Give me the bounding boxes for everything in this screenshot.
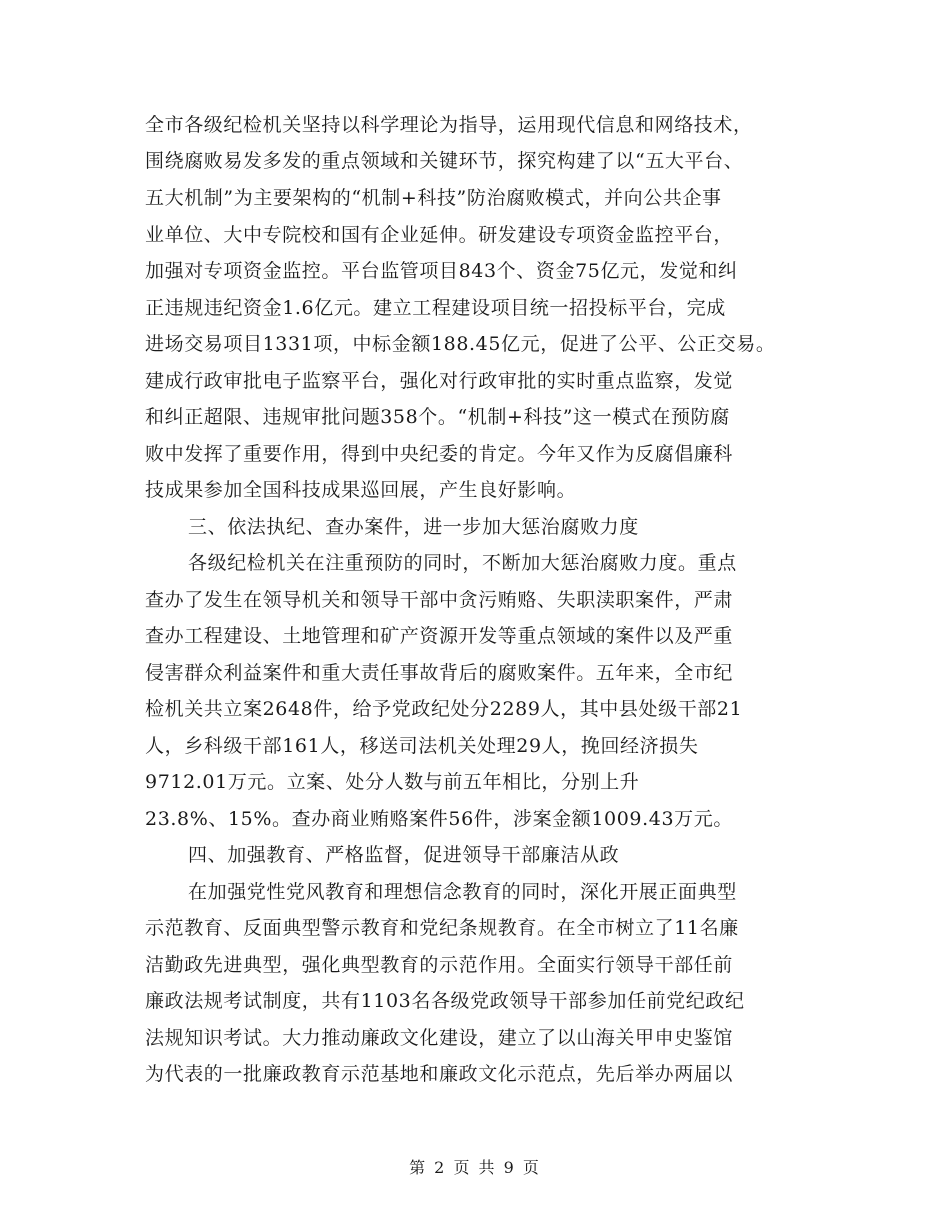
text-line: 加强对专项资金监控。平台监管项目843个、资金75亿元，发觉和纠 xyxy=(145,260,738,282)
text-line: 业单位、大中专院校和国有企业延伸。研发建设专项资金监控平台， xyxy=(145,224,734,246)
text-line: 各级纪检机关在注重预防的同时，不断加大惩治腐败力度。重点 xyxy=(188,552,737,574)
text-line: 围绕腐败易发多发的重点领域和关键环节，探究构建了以“五大平台、 xyxy=(145,150,744,172)
text-line: 廉政法规考试制度，共有1103名各级党政领导干部参加任前党纪政纪 xyxy=(145,990,745,1012)
text-line: 查办了发生在领导机关和领导干部中贪污贿赂、失职渎职案件，严肃 xyxy=(145,589,734,611)
text-line: 人，乡科级干部161人，移送司法机关处理29人，挽回经济损失 xyxy=(145,735,699,757)
section-heading: 四、加强教育、严格监督，促进领导干部廉洁从政 xyxy=(188,844,620,866)
text-line: 示范教育、反面典型警示教育和党纪条规教育。在全市树立了11名廉 xyxy=(145,917,739,939)
text-line: 全市各级纪检机关坚持以科学理论为指导，运用现代信息和网络技术， xyxy=(145,114,753,136)
text-line: 为代表的一批廉政教育示范基地和廉政文化示范点，先后举办两届以 xyxy=(145,1063,734,1085)
text-line: 洁勤政先进典型，强化典型教育的示范作用。全面实行领导干部任前 xyxy=(145,954,734,976)
page-footer: 第 2 页 共 9 页 xyxy=(409,1158,541,1177)
text-line: 查办工程建设、土地管理和矿产资源开发等重点领域的案件以及严重 xyxy=(145,625,734,647)
text-line: 和纠正超限、违规审批问题358个。“机制+科技”这一模式在预防腐 xyxy=(145,406,730,428)
text-line: 在加强党性党风教育和理想信念教育的同时，深化开展正面典型 xyxy=(188,881,737,903)
text-line: 23.8%、15%。查办商业贿赂案件56件，涉案金额1009.43万元。 xyxy=(145,808,733,830)
text-line: 进场交易项目1331项，中标金额188.45亿元，促进了公平、公正交易。 xyxy=(145,333,776,355)
text-line: 技成果参加全国科技成果巡回展，产生良好影响。 xyxy=(145,479,577,501)
section-heading: 三、依法执纪、查办案件，进一步加大惩治腐败力度 xyxy=(188,516,639,538)
text-line: 建成行政审批电子监察平台，强化对行政审批的实时重点监察，发觉 xyxy=(145,370,734,392)
text-line: 检机关共立案2648件，给予党政纪处分2289人，其中县处级干部21 xyxy=(145,698,743,720)
text-line: 侵害群众利益案件和重大责任事故背后的腐败案件。五年来，全市纪 xyxy=(145,662,734,684)
text-line: 法规知识考试。大力推动廉政文化建设，建立了以山海关甲申史鉴馆 xyxy=(145,1027,734,1049)
text-line: 败中发挥了重要作用，得到中央纪委的肯定。今年又作为反腐倡廉科 xyxy=(145,443,734,465)
text-line: 五大机制”为主要架构的“机制+科技”防治腐败模式，并向公共企事 xyxy=(145,187,722,209)
text-line: 9712.01万元。立案、处分人数与前五年相比，分别上升 xyxy=(145,771,640,793)
text-line: 正违规违纪资金1.6亿元。建立工程建设项目统一招投标平台，完成 xyxy=(145,297,726,319)
